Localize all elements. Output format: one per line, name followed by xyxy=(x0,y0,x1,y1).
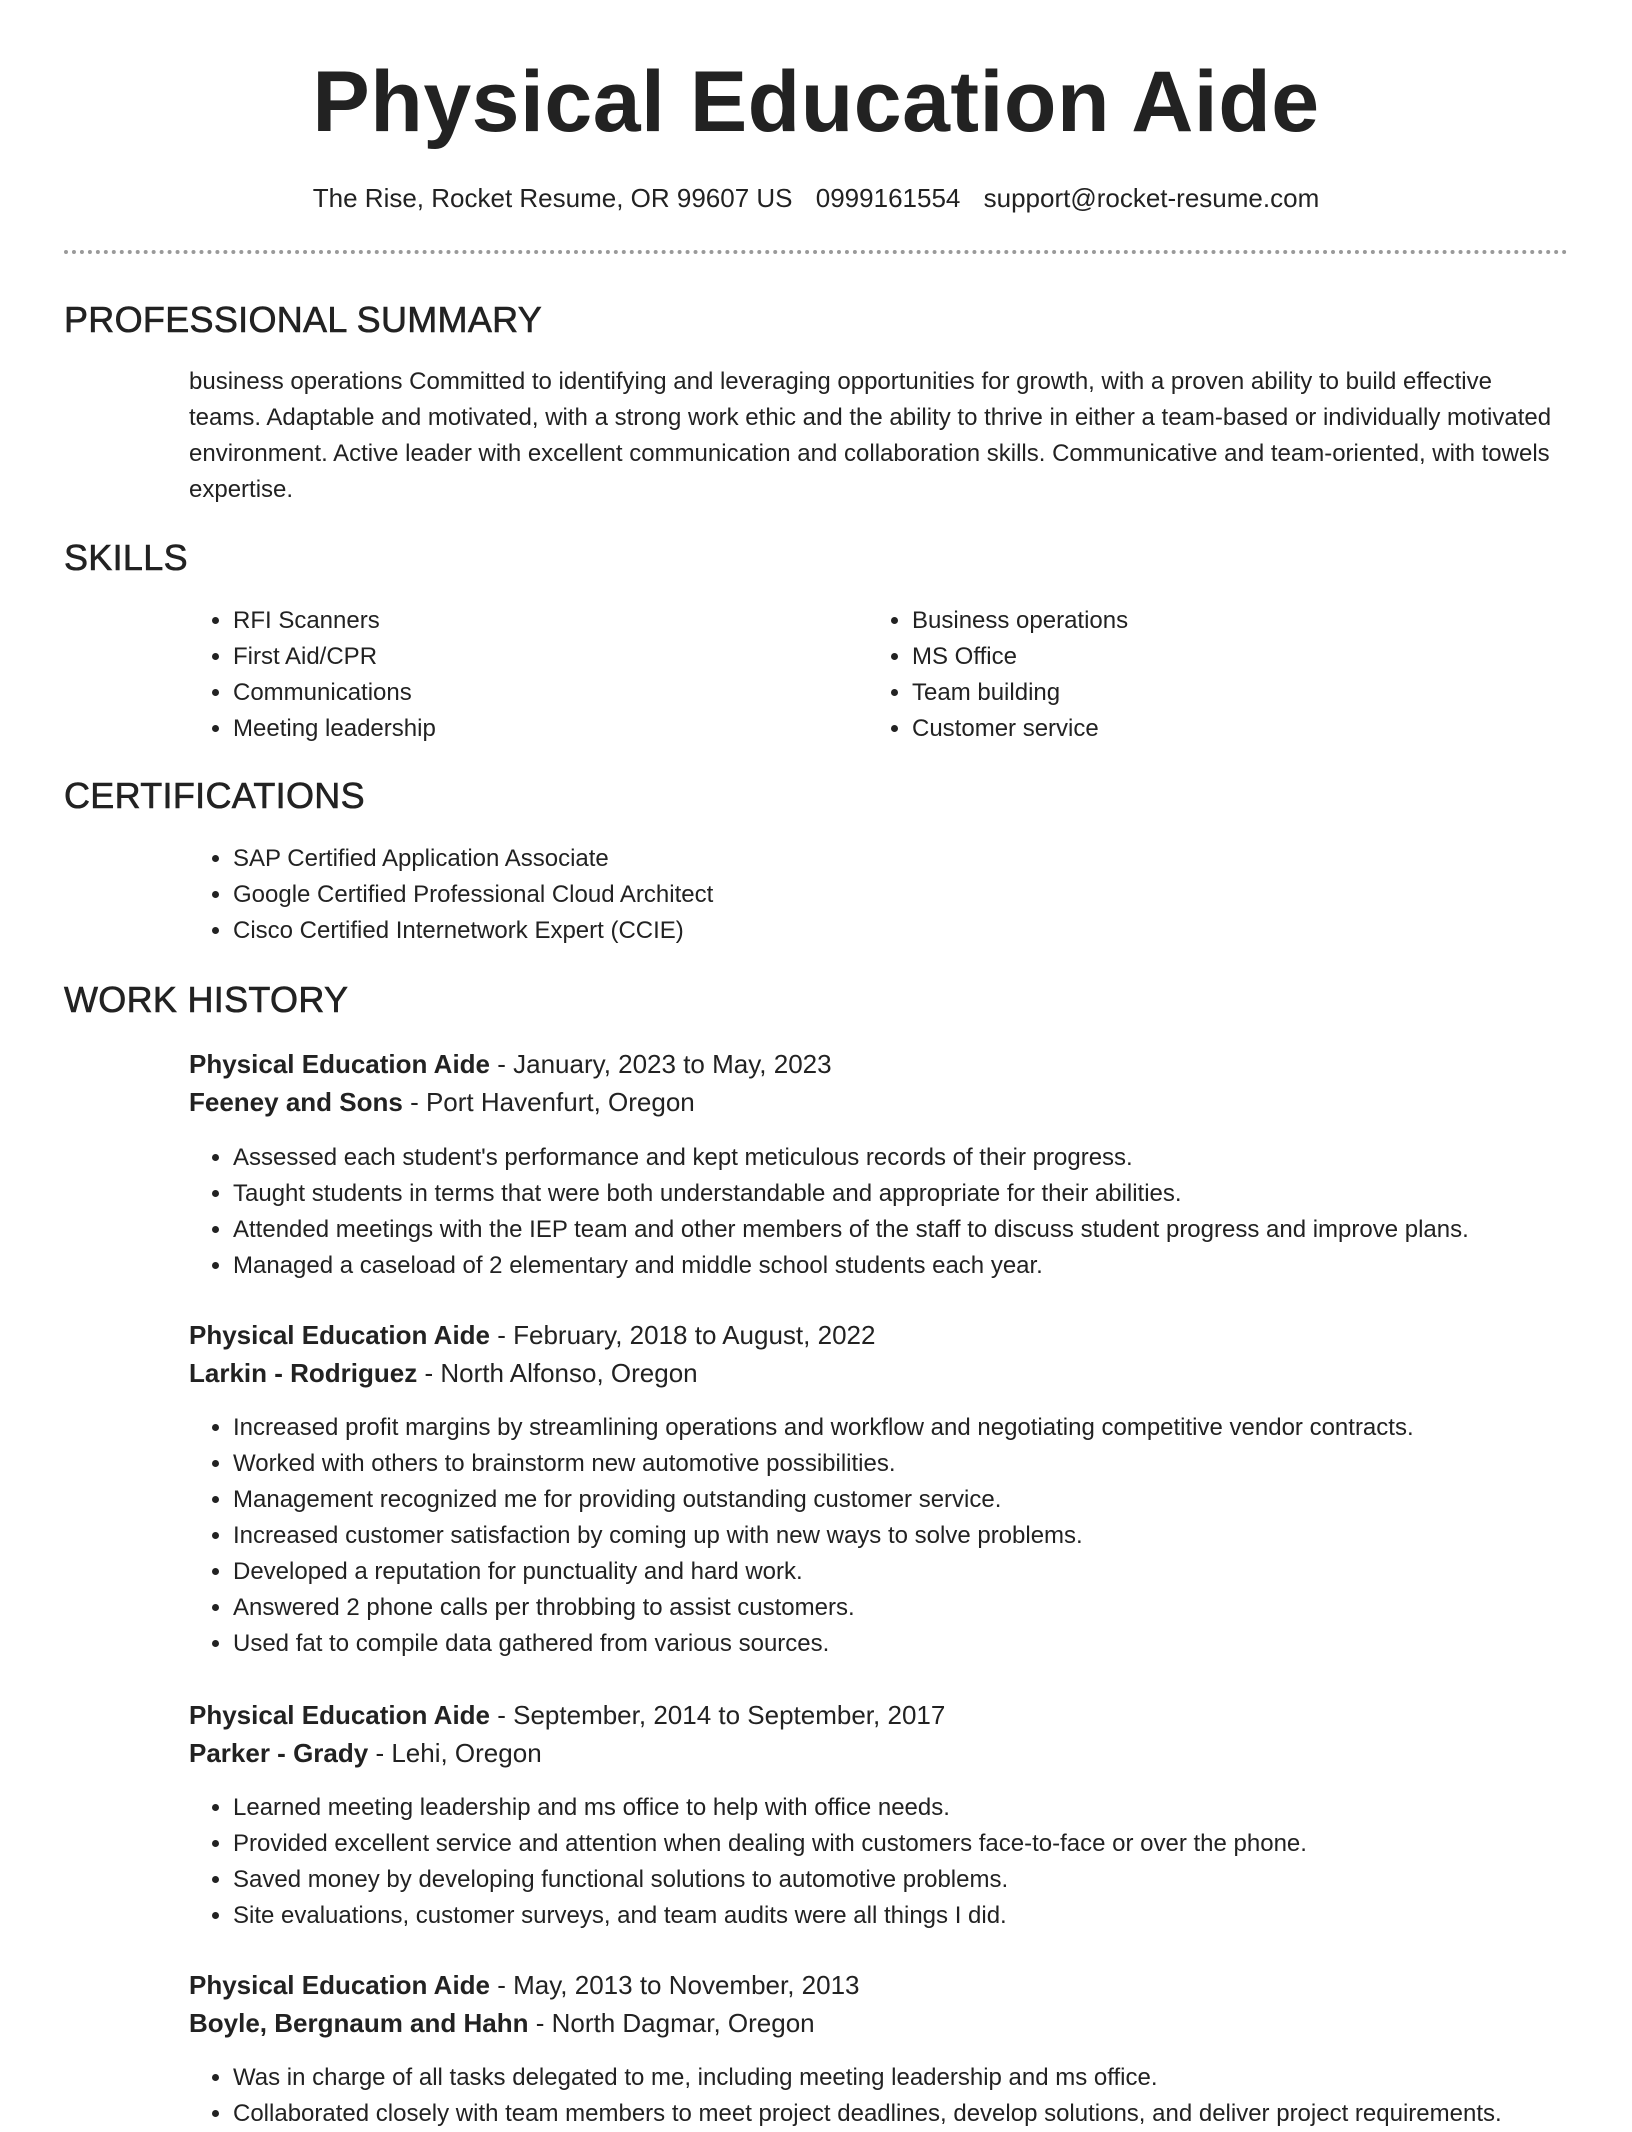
job-company-line xyxy=(189,1735,542,1771)
contact-line xyxy=(0,180,1632,216)
list-item: • Answered 2 phone calls per throbbing to assist customers. xyxy=(233,1590,1613,1626)
list-item: • Assessed each student's performance and kept meticulous records of their progress. xyxy=(233,1140,1613,1176)
skills-list-right xyxy=(868,603,1532,747)
section-title-certifications: CERTIFICATIONS xyxy=(64,775,365,816)
job-dates: - May, 2013 to November, 2013 xyxy=(490,1970,860,2000)
section-title-work-history: WORK HISTORY xyxy=(64,979,349,1020)
list-item: • Cisco Certified Internetwork Expert (CCIE) xyxy=(233,913,1583,949)
list-item: • SAP Certified Application Associate xyxy=(233,841,1583,877)
list-item: • Was in charge of all tasks delegated to me, including meeting leadership and ms office. xyxy=(233,2060,1613,2096)
list-item: • Increased customer satisfaction by coming up with new ways to solve problems. xyxy=(233,1518,1613,1554)
list-item: • First Aid/CPR xyxy=(233,639,853,675)
skills-list-left xyxy=(189,603,853,747)
list-item: • Site evaluations, customer surveys, and team audits were all things I did. xyxy=(233,1898,1613,1934)
job-role: Physical Education Aide xyxy=(189,1049,491,1079)
job-title-line xyxy=(189,1317,875,1353)
job-bullets xyxy=(189,1140,1613,1284)
list-item: • Team building xyxy=(912,675,1532,711)
list-item: • Provided excellent service and attention when dealing with customers face-to-face or over the phone. xyxy=(233,1826,1613,1862)
job-company: Parker - Grady xyxy=(189,1738,369,1768)
list-item: • Increased profit margins by streamlining operations and workflow and negotiating competitive vendor contracts. xyxy=(233,1410,1613,1446)
list-item: • Used fat to compile data gathered from various sources. xyxy=(233,1626,1613,1662)
job-bullets xyxy=(189,1790,1613,1934)
job-role: Physical Education Aide xyxy=(189,1970,491,2000)
contact-email: support@rocket-resume.com xyxy=(983,183,1320,213)
contact-phone: 0999161554 xyxy=(815,183,961,213)
job-location: - North Alfonso, Oregon xyxy=(417,1358,698,1388)
job-location: - Lehi, Oregon xyxy=(368,1738,542,1768)
list-item: • Taught students in terms that were both understandable and appropriate for their abilities. xyxy=(233,1176,1613,1212)
job-title-line xyxy=(189,1967,860,2003)
job-dates: - January, 2023 to May, 2023 xyxy=(490,1049,832,1079)
job-dates: - February, 2018 to August, 2022 xyxy=(490,1320,876,1350)
list-item: • Attended meetings with the IEP team and other members of the staff to discuss student progress and improve plans. xyxy=(233,1212,1613,1248)
list-item: • Learned meeting leadership and ms office to help with office needs. xyxy=(233,1790,1613,1826)
list-item: • Management recognized me for providing outstanding customer service. xyxy=(233,1482,1613,1518)
certifications-list xyxy=(189,841,1583,949)
job-company-line xyxy=(189,1355,698,1391)
job-dates: - September, 2014 to September, 2017 xyxy=(490,1700,946,1730)
list-item: • Managed a caseload of 2 elementary and middle school students each year. xyxy=(233,1248,1613,1284)
job-company-line xyxy=(189,2005,815,2041)
job-title-line xyxy=(189,1046,832,1082)
list-item: • Saved money by developing functional solutions to automotive problems. xyxy=(233,1862,1613,1898)
job-company-line xyxy=(189,1084,695,1120)
job-company: Feeney and Sons xyxy=(189,1087,403,1117)
summary-text: business operations Committed to identifying and leveraging opportunities for growth, with a proven ability to build effective teams. Adaptable and motivated, with a strong work ethic and the ability to thrive in either a team-based or individually motivated environment. Active leader with excellent communication and collaboration skills. Communicative and team-oriented, with towels expertise. xyxy=(189,368,1552,503)
job-company: Boyle, Bergnaum and Hahn xyxy=(189,2008,529,2038)
job-role: Physical Education Aide xyxy=(189,1700,491,1730)
list-item: • MS Office xyxy=(912,639,1532,675)
job-bullets xyxy=(189,1410,1613,1662)
job-company: Larkin - Rodriguez xyxy=(189,1358,418,1388)
job-location: - Port Havenfurt, Oregon xyxy=(402,1087,695,1117)
list-item: • Developed a reputation for punctuality and hard work. xyxy=(233,1554,1613,1590)
section-title-summary: PROFESSIONAL SUMMARY xyxy=(64,299,543,340)
job-title-line xyxy=(189,1697,945,1733)
job-role: Physical Education Aide xyxy=(189,1320,491,1350)
list-item: • Google Certified Professional Cloud Architect xyxy=(233,877,1583,913)
candidate-name: Physical Education Aide xyxy=(312,54,1320,150)
job-location: - North Dagmar, Oregon xyxy=(528,2008,815,2038)
list-item: • Business operations xyxy=(912,603,1532,639)
list-item: • Meeting leadership xyxy=(233,711,853,747)
list-item: • Communications xyxy=(233,675,853,711)
job-bullets xyxy=(189,2060,1613,2132)
header-divider xyxy=(64,250,1568,254)
section-title-skills: SKILLS xyxy=(64,537,188,578)
contact-address: The Rise, Rocket Resume, OR 99607 US xyxy=(312,183,793,213)
list-item: • RFI Scanners xyxy=(233,603,853,639)
list-item: • Collaborated closely with team members to meet project deadlines, develop solutions, and deliver project requirements. xyxy=(233,2096,1613,2132)
list-item: • Worked with others to brainstorm new automotive possibilities. xyxy=(233,1446,1613,1482)
list-item: • Customer service xyxy=(912,711,1532,747)
